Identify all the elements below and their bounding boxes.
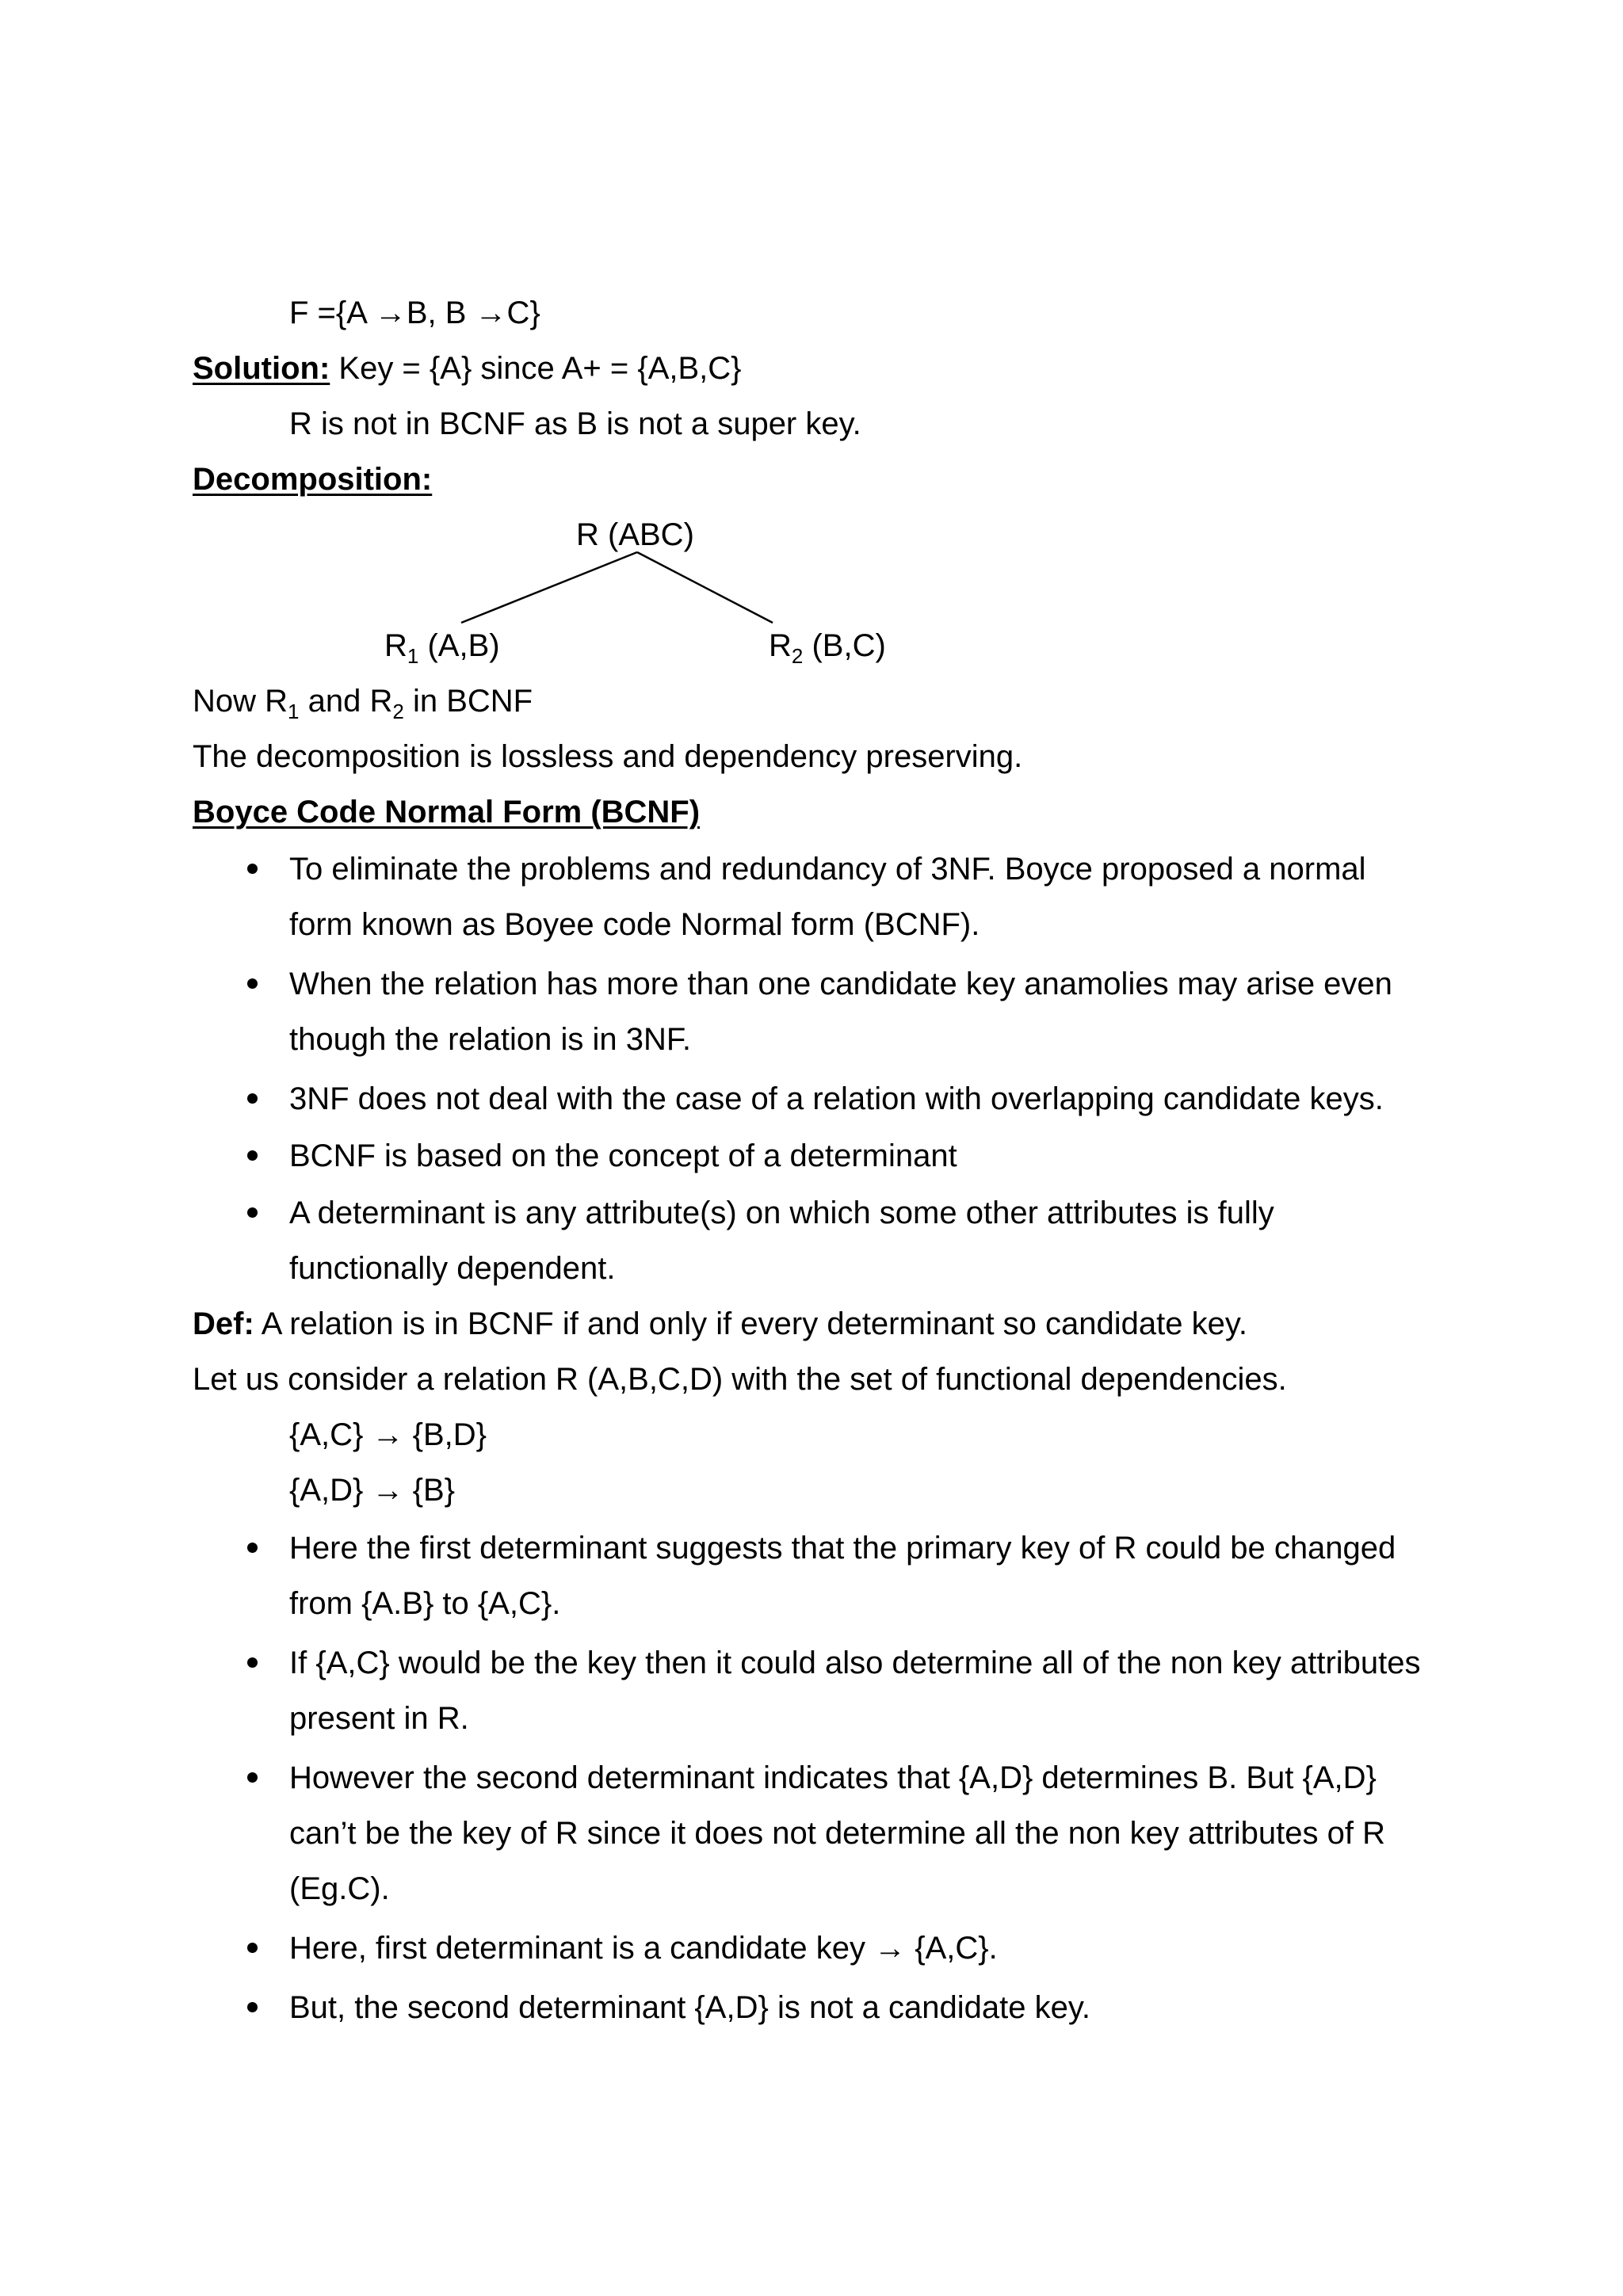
bullet-icon (247, 1657, 258, 1668)
example-bullet-3-line-2: can’t be the key of R since it does not determine all the non key attributes of R (289, 1816, 1385, 1851)
example-fd-2: {A,D} → {B} (289, 1473, 456, 1508)
now-prefix: Now R (193, 684, 288, 719)
bcnf-bullet-4-line-1: BCNF is based on the concept of a determinant (289, 1138, 957, 1173)
now-mid: and R (299, 684, 393, 719)
bullet-icon (247, 864, 258, 874)
definition-line (193, 1304, 1247, 1344)
now-sub2: 2 (392, 700, 404, 723)
bcnf-bullet-5-line-2: functionally dependent. (289, 1251, 616, 1286)
example-fd-1: {A,C} → {B,D} (289, 1417, 487, 1452)
tree-edge-right (637, 552, 773, 623)
solution-note: R is not in BCNF as B is not a super key. (289, 406, 861, 441)
definition-text: A relation is in BCNF if and only if every determinant so candidate key. (254, 1306, 1248, 1341)
bullet-icon (247, 978, 258, 989)
bullet-icon (247, 1150, 258, 1161)
tree-right-attrs: (B,C) (803, 628, 886, 663)
tree-right-sub: 2 (791, 644, 804, 668)
tree-right-label (769, 626, 886, 666)
example-bullet-2-line-2: present in R. (289, 1701, 469, 1736)
bcnf-heading: Boyce Code Normal Form (BCNF) (193, 795, 701, 830)
bcnf-bullet-3-line-1: 3NF does not deal with the case of a relation with overlapping candidate keys. (289, 1081, 1384, 1116)
solution-text: Key = {A} since A+ = {A,B,C} (330, 351, 742, 386)
tree-edge-left (461, 552, 637, 623)
now-sub1: 1 (288, 700, 300, 723)
bullet-icon (247, 1093, 258, 1104)
bcnf-bullet-5-line-1: A determinant is any attribute(s) on which some other attributes is fully (289, 1196, 1274, 1230)
bcnf-bullet-1-line-1: To eliminate the problems and redundancy of 3NF. Boyce proposed a normal (289, 852, 1366, 887)
tree-root-label: R (ABC) (576, 517, 694, 552)
tree-left-attrs: (A,B) (418, 628, 500, 663)
decomposition-conclusion: The decomposition is lossless and dependency preserving. (193, 739, 1023, 774)
example-bullet-3-line-3: (Eg.C). (289, 1871, 390, 1906)
definition-label: Def: (193, 1306, 254, 1341)
tree-left-rel: R (384, 628, 407, 663)
bullet-icon (247, 1943, 258, 1953)
bcnf-bullet-2-line-1: When the relation has more than one candidate key anamolies may arise even (289, 967, 1392, 1001)
now-suffix: in BCNF (403, 684, 533, 719)
example-intro: Let us consider a relation R (A,B,C,D) with the set of functional dependencies. (193, 1362, 1287, 1397)
decomposition-heading: Decomposition: (193, 462, 433, 497)
tree-left-label (384, 626, 500, 666)
example-bullet-4-line-1: Here, first determinant is a candidate key → {A,C}. (289, 1931, 998, 1966)
bullet-icon (247, 1772, 258, 1783)
bullet-icon (247, 2002, 258, 2012)
bullet-icon (247, 1543, 258, 1553)
example-bullet-1-line-1: Here the first determinant suggests that the primary key of R could be changed (289, 1531, 1396, 1566)
example-bullet-5-line-1: But, the second determinant {A,D} is not a candidate key. (289, 1990, 1090, 2025)
decomposition-now-line (193, 681, 533, 721)
bullet-icon (247, 1207, 258, 1218)
solution-label: Solution: (193, 351, 330, 386)
bcnf-bullet-2-line-2: though the relation is in 3NF. (289, 1022, 691, 1057)
tree-left-sub: 1 (407, 644, 419, 668)
tree-right-rel: R (769, 628, 792, 663)
example-bullet-3-line-1: However the second determinant indicates that {A,D} determines B. But {A,D} (289, 1760, 1377, 1795)
example-bullet-1-line-2: from {A.B} to {A,C}. (289, 1586, 561, 1621)
fd-set: F ={A →B, B →C} (289, 296, 540, 330)
example-bullet-2-line-1: If {A,C} would be the key then it could also determine all of the non key attributes (289, 1646, 1421, 1680)
bcnf-bullet-1-line-2: form known as Boyee code Normal form (BCNF). (289, 907, 980, 942)
